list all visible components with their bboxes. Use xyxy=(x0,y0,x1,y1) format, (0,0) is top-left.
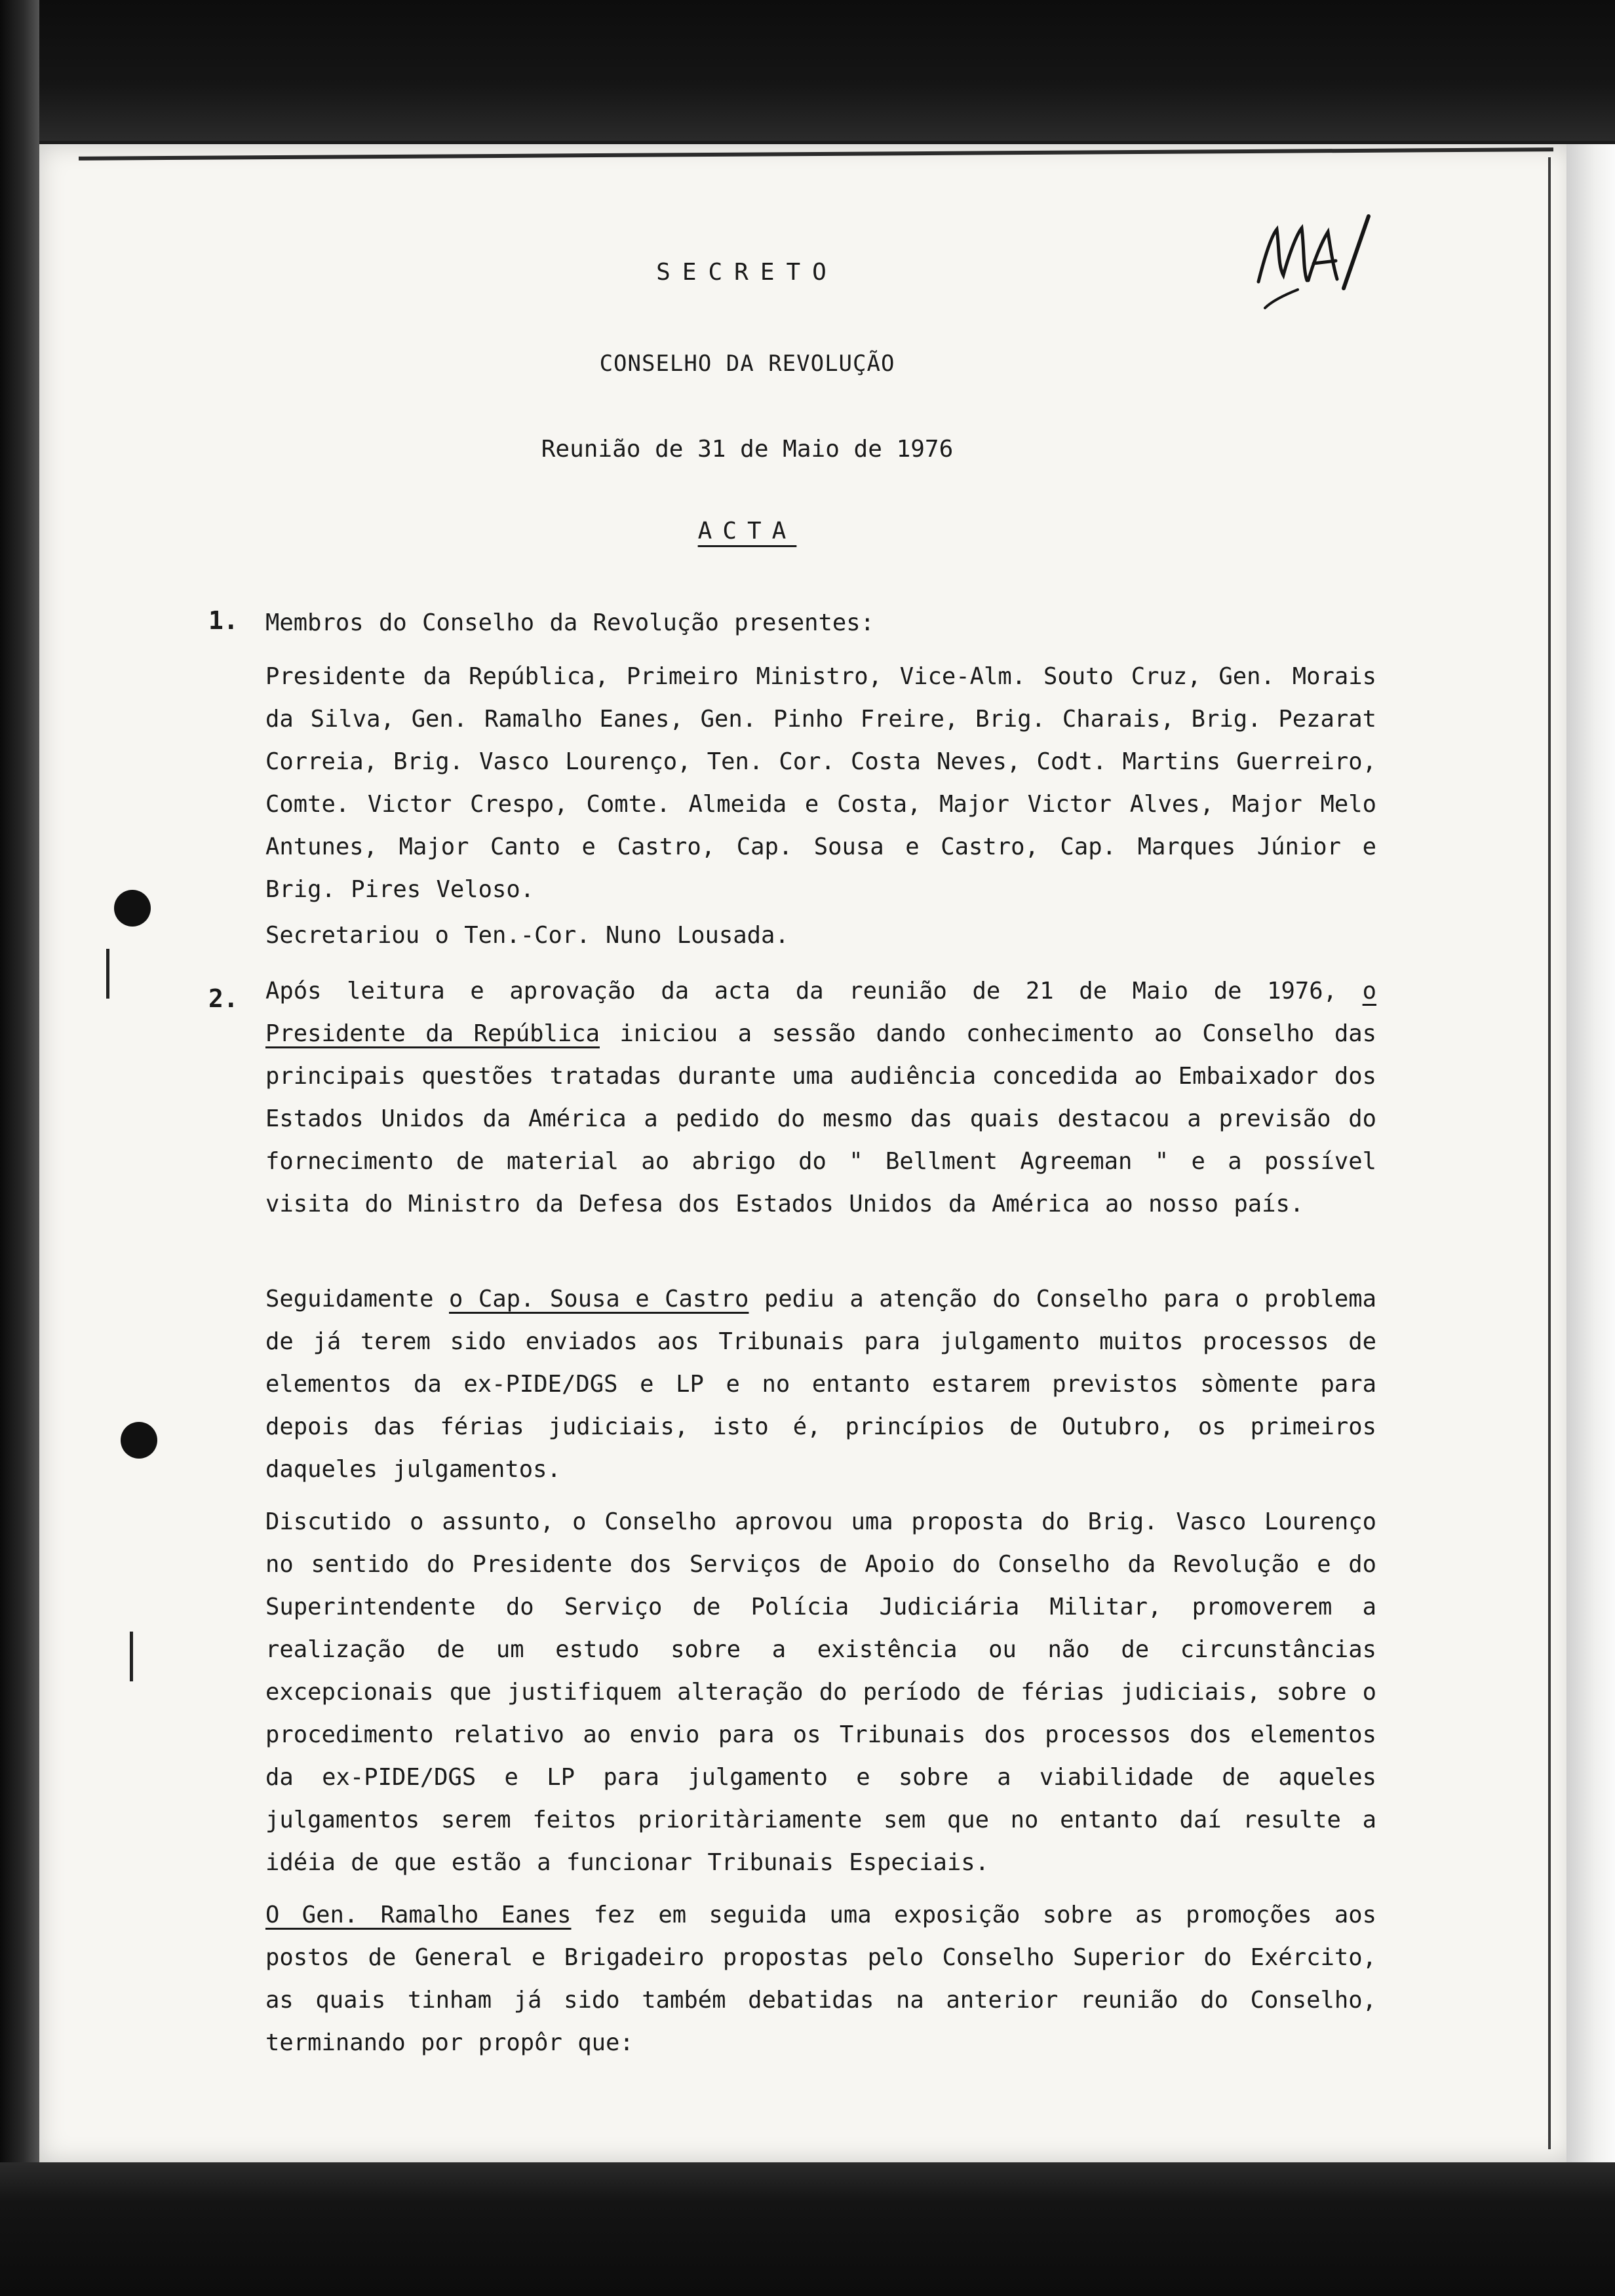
p4-rest: fez em seguida uma exposição sobre as promoções aos postos de General e Brigadeiro propostas pelo Conselho Superior do Exército, as quais tinham já sido também debatidas na anterior reunião do Conselho, terminando por propôr que: xyxy=(265,1902,1376,2056)
classification-title: SECRETO xyxy=(656,259,838,286)
paragraph-ramalho-eanes xyxy=(265,1894,1376,2064)
item-number-2: 2. xyxy=(208,984,239,1013)
paragraph-president xyxy=(265,970,1376,1225)
scan-border-left xyxy=(0,0,39,2296)
item-number-1: 1. xyxy=(208,606,239,635)
p2-rest: pediu a atenção do Conselho para o problema de já terem sido enviados aos Tribunais para julgamento muitos processos de elementos da ex-PIDE/DGS e LP e no entanto estarem previstos sòmente para depois das férias judiciais, isto é, princípios de Outubro, os primeiros daqueles julgamentos. xyxy=(265,1286,1376,1483)
punch-hole-upper xyxy=(114,890,151,927)
p1-subject: o Presidente da República xyxy=(265,978,1376,1047)
p4-subject: O Gen. Ramalho Eanes xyxy=(265,1902,572,1928)
p2-intro: Seguidamente xyxy=(265,1286,449,1312)
paragraph-discussion: Discutido o assunto, o Conselho aprovou uma proposta do Brig. Vasco Lourenço no sentido do Presidente dos Serviços de Apoio do Conselho da Revolução e do Superintendente do Serviço de Polícia Judiciária Militar, promoverem a realização de um estudo sobre a existência ou não de circunstâncias excepcionais que justifiquem alteração do período de férias judiciais, sobre o procedimento relativo ao envio para os Tribunais dos processos dos elementos da ex-PIDE/DGS e LP para julgamento e sobre a viabilidade de aqueles julgamentos serem feitos prioritàriamente sem que no entanto daí resulte a idéia de que estão a funcionar Tribunais Especiais. xyxy=(265,1508,1376,1876)
secretary-line: Secretariou o Ten.-Cor. Nuno Lousada. xyxy=(265,922,789,949)
scan-border-top xyxy=(0,0,1615,141)
scan-border-bottom xyxy=(0,2162,1615,2296)
margin-mark-lower xyxy=(130,1632,133,1681)
p1-rest: iniciou a sessão dando conhecimento ao Conselho das principais questões tratadas durante uma audiência concedida ao Embaixador dos Estados Unidos da América a pedido do mesmo das quais destacou a previsão do fornecimento de material ao abrigo do " Bellment Agreeman " e a possível visita do Ministro da Defesa dos Estados Unidos da América ao nosso país. xyxy=(265,1020,1376,1217)
paragraph-sousa-castro xyxy=(265,1278,1376,1491)
council-name: CONSELHO DA REVOLUÇÃO xyxy=(599,351,895,377)
document-type: ACTA xyxy=(697,518,797,545)
p1-intro: Após leitura e aprovação da acta da reunião de 21 de Maio de 1976, xyxy=(265,978,1363,1004)
scan-right-edge xyxy=(1566,144,1615,2162)
members-list: Presidente da República, Primeiro Ministro, Vice-Alm. Souto Cruz, Gen. Morais da Silva, Gen. Ramalho Eanes, Gen. Pinho Freire, Brig. Charais, Brig. Pezarat Correia, Brig. Vasco Lourenço, Ten. Cor. Costa Neves, Codt. Martins Guerreiro, Comte. Victor Crespo, Comte. Almeida e Costa, Major Victor Alves, Major Melo Antunes, Major Canto e Castro, Cap. Sousa e Castro, Cap. Marques Júnior e Brig. Pires Veloso. xyxy=(265,663,1376,903)
margin-mark-upper xyxy=(106,949,109,999)
right-margin-rule xyxy=(1548,157,1551,2149)
members-heading: Membros do Conselho da Revolução presentes: xyxy=(265,609,875,636)
punch-hole-lower xyxy=(121,1422,157,1459)
meeting-date: Reunião de 31 de Maio de 1976 xyxy=(541,436,954,463)
p2-subject: o Cap. Sousa e Castro xyxy=(449,1286,749,1312)
